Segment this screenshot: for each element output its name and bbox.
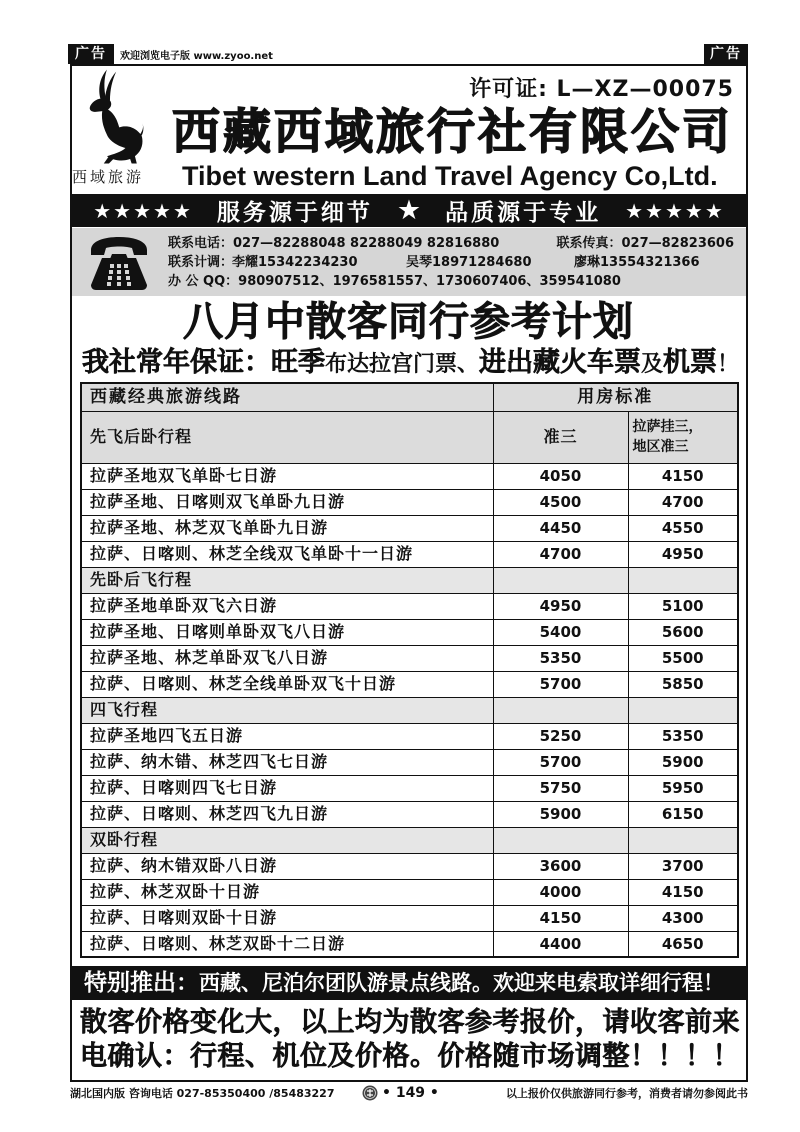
price-a-cell: 5400 — [493, 619, 628, 645]
room-standard-header: 用房标准 — [493, 383, 738, 411]
price-a-cell: 4500 — [493, 489, 628, 515]
section-name: 双卧行程 — [81, 827, 493, 853]
table-row — [81, 541, 738, 567]
price-a-cell: 4400 — [493, 931, 628, 957]
special-offer-bar — [72, 966, 746, 1000]
table-row — [81, 749, 738, 775]
price-table — [80, 382, 739, 958]
qq-label: 办 公 QQ： — [168, 274, 239, 289]
star-mid: ★ — [396, 195, 422, 226]
section-cell-empty — [493, 567, 628, 593]
price-b-cell: 4300 — [628, 905, 738, 931]
fax-number: 027—82823606 — [621, 236, 734, 251]
route-cell: 拉萨圣地单卧双飞六日游 — [81, 593, 493, 619]
plan-title: 八月中散客同行参考计划 — [183, 299, 634, 345]
route-cell: 拉萨、日喀则、林芝双卧十二日游 — [81, 931, 493, 957]
section-name: 先卧后飞行程 — [81, 567, 493, 593]
price-a-cell: 4950 — [493, 593, 628, 619]
price-a-cell: 4000 — [493, 879, 628, 905]
company-name-en: Tibet western Land Travel Agency Co,Ltd. — [182, 161, 718, 191]
table-row — [81, 645, 738, 671]
table-subheader-row — [81, 411, 738, 463]
route-cell: 拉萨、日喀则双卧十日游 — [81, 905, 493, 931]
ad-tag-left: 广告 — [68, 44, 114, 64]
route-cell: 拉萨圣地、林芝双飞单卧九日游 — [81, 515, 493, 541]
section-cell-empty — [628, 697, 738, 723]
section-row — [81, 697, 738, 723]
price-b-cell: 4650 — [628, 931, 738, 957]
table-row — [81, 905, 738, 931]
price-b-cell: 5600 — [628, 619, 738, 645]
route-cell: 拉萨圣地、日喀则单卧双飞八日游 — [81, 619, 493, 645]
price-b-cell: 5500 — [628, 645, 738, 671]
price-b-cell: 3700 — [628, 853, 738, 879]
table-row — [81, 775, 738, 801]
section-name: 四飞行程 — [81, 697, 493, 723]
stars-left: ★★★★★ — [93, 198, 193, 223]
route-cell: 拉萨、日喀则、林芝四飞九日游 — [81, 801, 493, 827]
emblem-icon — [362, 1085, 378, 1101]
route-cell: 拉萨圣地四飞五日游 — [81, 723, 493, 749]
phone-label: 联系电话： — [168, 236, 234, 251]
route-cell: 拉萨圣地、林芝单卧双飞八日游 — [81, 645, 493, 671]
price-a-cell: 5700 — [493, 749, 628, 775]
price-a-cell: 5700 — [493, 671, 628, 697]
price-b-cell: 5900 — [628, 749, 738, 775]
route-column-header: 西藏经典旅游线路 — [81, 383, 493, 411]
planner-contact: 吴琴18971284680 — [406, 255, 532, 270]
guarantee-part: 进出藏火车票 — [479, 347, 642, 378]
table-row — [81, 515, 738, 541]
table-row — [81, 931, 738, 957]
price-b-cell: 4700 — [628, 489, 738, 515]
standard-b-header — [628, 411, 738, 463]
price-a-cell: 5900 — [493, 801, 628, 827]
phone-numbers: 027—82288048 82288049 82816880 — [233, 236, 500, 251]
notice-line: 散客价格变化大，以上均为散客参考报价，请收客前来 — [80, 1007, 740, 1038]
price-a-cell: 5250 — [493, 723, 628, 749]
telephone-icon — [88, 236, 150, 290]
notice-line: 电确认：行程、机位及价格。价格随市场调整！！！！ — [80, 1041, 740, 1072]
footer-edition-info: 湖北国内版 咨询电话 027-85350400 /85483227 — [70, 1087, 335, 1100]
price-b-cell: 4150 — [628, 879, 738, 905]
qq-numbers: 980907512、1976581557、1730607406、359541080 — [238, 274, 621, 289]
section-row — [81, 827, 738, 853]
table-row — [81, 489, 738, 515]
table-row — [81, 619, 738, 645]
route-cell: 拉萨、日喀则、林芝全线双飞单卧十一日游 — [81, 541, 493, 567]
guarantee-part: ！ — [717, 352, 740, 377]
section-name: 先飞后卧行程 — [81, 411, 493, 463]
ad-tag-right: 广告 — [704, 44, 748, 64]
route-cell: 拉萨、纳木错双卧八日游 — [81, 853, 493, 879]
page-number: • 149 • — [382, 1085, 439, 1101]
price-b-cell: 5950 — [628, 775, 738, 801]
table-row — [81, 671, 738, 697]
table-row — [81, 853, 738, 879]
guarantee-part: 旺季 — [271, 347, 325, 378]
guarantee-part: 机票 — [663, 347, 718, 378]
section-cell-empty — [628, 827, 738, 853]
price-a-cell: 5350 — [493, 645, 628, 671]
logo-text: 西域旅游 — [72, 168, 145, 186]
stars-right: ★★★★★ — [625, 198, 725, 223]
contact-panel — [72, 228, 746, 296]
footer-disclaimer: 以上报价仅供旅游同行参考，消费者请勿参阅此书 — [506, 1087, 748, 1100]
planner-contact: 廖琳13554321366 — [574, 255, 700, 270]
route-cell: 拉萨、日喀则四飞七日游 — [81, 775, 493, 801]
fax-label: 联系传真： — [556, 236, 622, 251]
table-row — [81, 801, 738, 827]
table-row — [81, 593, 738, 619]
guarantee-part: 及 — [641, 352, 664, 377]
table-row — [81, 723, 738, 749]
license-number: 许可证: L—XZ—00075 — [469, 77, 734, 102]
price-b-cell: 5100 — [628, 593, 738, 619]
price-b-cell: 6150 — [628, 801, 738, 827]
antelope-icon — [78, 68, 144, 164]
fax-group — [556, 235, 734, 253]
company-name-cn: 西藏西域旅行社有限公司 — [172, 104, 734, 160]
price-b-cell: 5350 — [628, 723, 738, 749]
table-row — [81, 879, 738, 905]
price-a-cell: 4150 — [493, 905, 628, 931]
slogan-2: 品质源于专业 — [445, 200, 602, 226]
contact-planner-line — [168, 254, 734, 272]
contact-qq-line — [168, 273, 734, 291]
price-a-cell: 4050 — [493, 463, 628, 489]
price-b-cell: 4150 — [628, 463, 738, 489]
standard-b-line: 地区准三 — [632, 439, 689, 455]
section-cell-empty — [493, 697, 628, 723]
price-a-cell: 4700 — [493, 541, 628, 567]
price-b-cell: 4950 — [628, 541, 738, 567]
section-row — [81, 567, 738, 593]
guarantee-part: 布达拉宫门票、 — [325, 352, 480, 377]
slogan-banner — [72, 194, 746, 227]
price-a-cell: 5750 — [493, 775, 628, 801]
price-a-cell: 4450 — [493, 515, 628, 541]
price-b-cell: 5850 — [628, 671, 738, 697]
price-notice — [80, 1006, 744, 1074]
table-row — [81, 463, 738, 489]
planner-contact: 李耀15342234230 — [232, 255, 358, 270]
route-cell: 拉萨、林芝双卧十日游 — [81, 879, 493, 905]
site-text: 欢迎浏览电子版 www.zyoo.net — [120, 51, 273, 62]
contact-phone-line — [168, 235, 734, 253]
price-b-cell: 4550 — [628, 515, 738, 541]
special-offer-text: 西藏、尼泊尔团队游景点线路。欢迎来电索取详细行程！ — [199, 971, 724, 995]
standard-b-line: 拉萨挂三， — [632, 419, 703, 435]
section-cell-empty — [628, 567, 738, 593]
table-header-row — [81, 383, 738, 411]
route-cell: 拉萨圣地双飞单卧七日游 — [81, 463, 493, 489]
section-cell-empty — [493, 827, 628, 853]
route-cell: 拉萨、日喀则、林芝全线单卧双飞十日游 — [81, 671, 493, 697]
slogan-1: 服务源于细节 — [216, 200, 373, 226]
phone-group — [168, 235, 499, 253]
planner-label: 联系计调： — [168, 255, 234, 270]
price-a-cell: 3600 — [493, 853, 628, 879]
special-offer-label: 特别推出： — [84, 970, 199, 996]
guarantee-line — [82, 346, 739, 383]
standard-a-header: 准三 — [493, 411, 628, 463]
route-cell: 拉萨圣地、日喀则双飞单卧九日游 — [81, 489, 493, 515]
route-cell: 拉萨、纳木错、林芝四飞七日游 — [81, 749, 493, 775]
guarantee-part: 我社常年保证： — [82, 347, 271, 378]
